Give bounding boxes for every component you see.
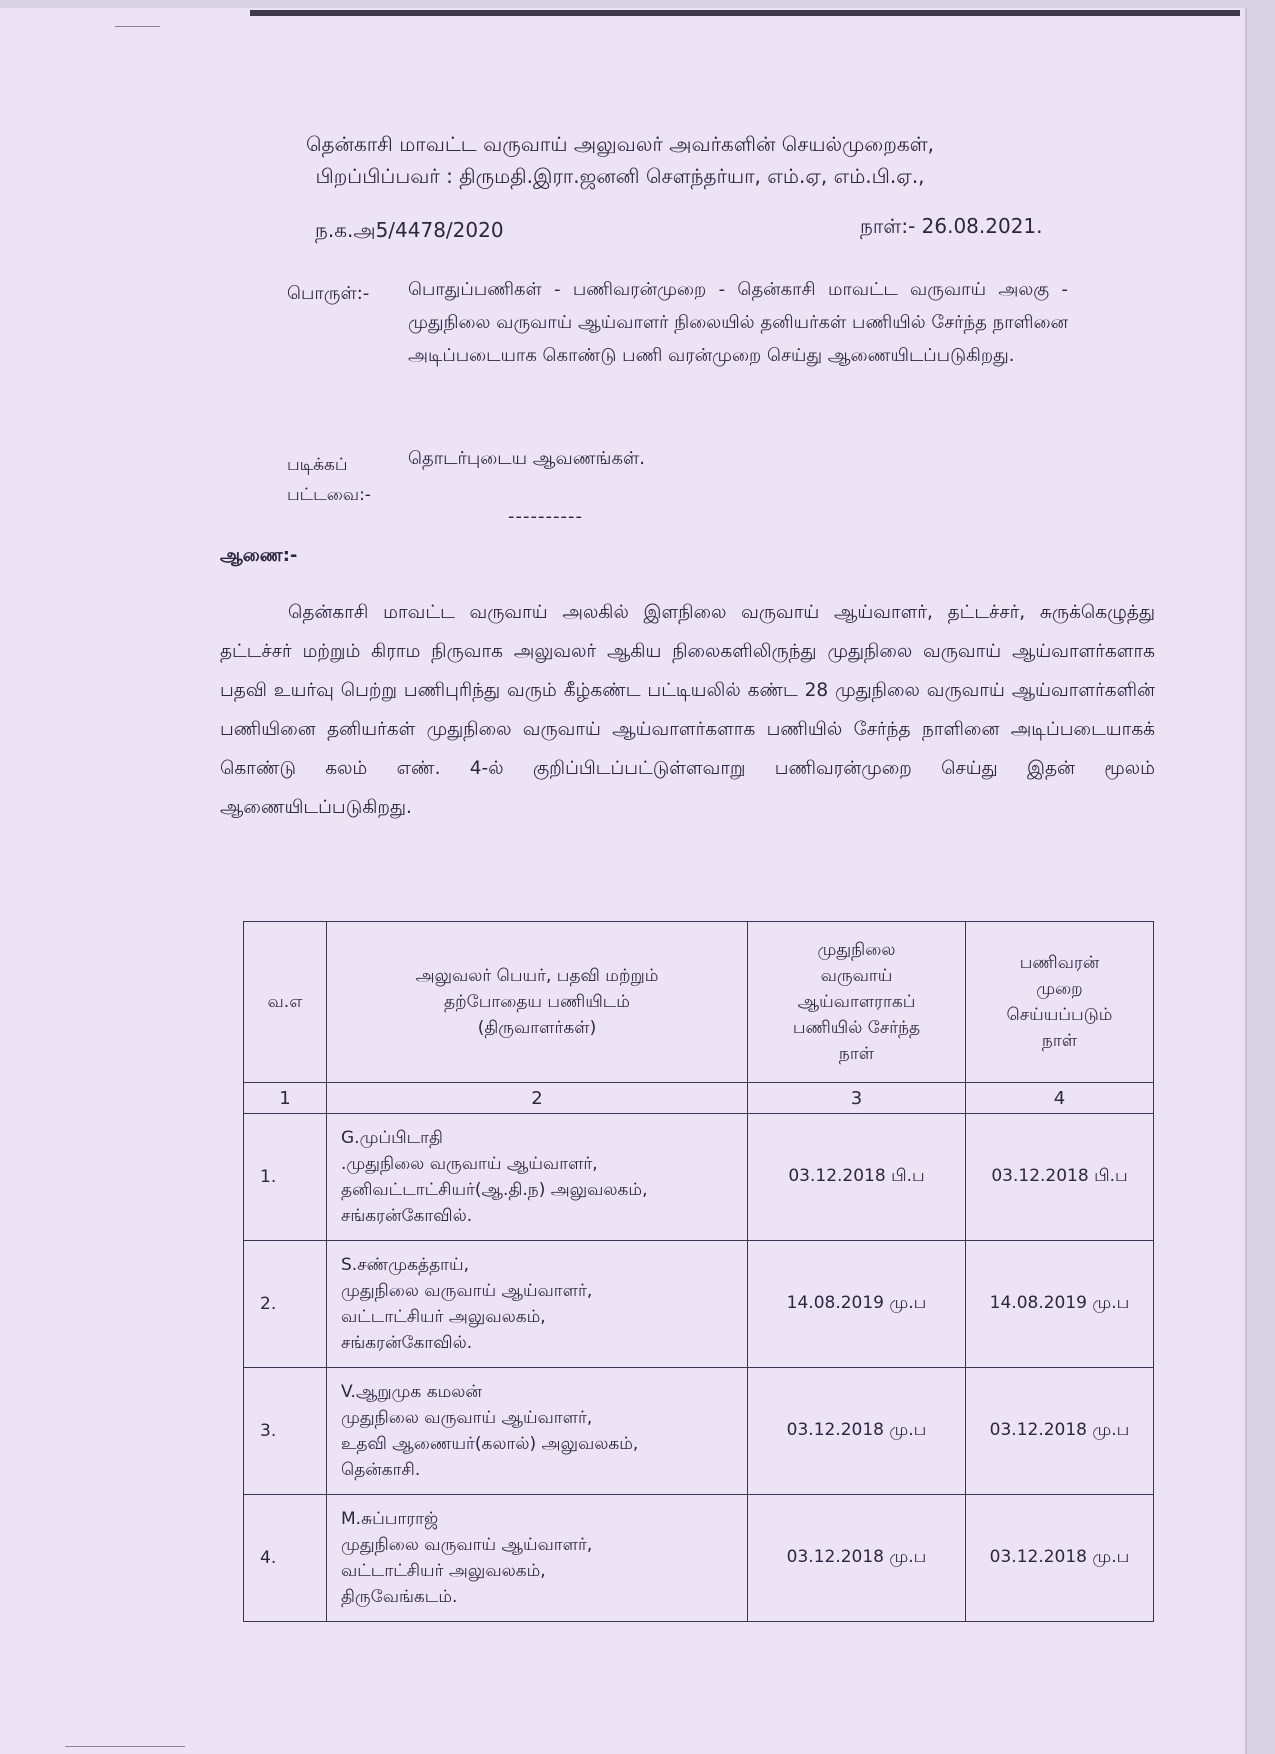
row-joined-date: 03.12.2018 பி.ப bbox=[748, 1114, 966, 1241]
row-serial: 3. bbox=[244, 1368, 327, 1495]
subject-label: பொருள்:- bbox=[287, 283, 370, 304]
header-regularized-line: நாள் bbox=[1041, 1031, 1078, 1051]
header-line-2: பிறப்பிப்பவர் : திருமதி.இரா.ஜனனி சௌந்தர்யா, எம்.ஏ, எம்.பி.ஏ., bbox=[315, 164, 925, 188]
officer-post: .முதுநிலை வருவாய் ஆய்வாளர், bbox=[341, 1154, 598, 1174]
order-paragraph: தென்காசி மாவட்ட வருவாய் அலகில் இளநிலை வருவாய் ஆய்வாளர், தட்டச்சர், சுருக்கெழுத்து தட்டச்சர் மற்றும் கிராம நிருவாக அலுவலர் ஆகிய நிலைகளிலிருந்து முதுநிலை வருவாய் ஆய்வாளர்களாக பதவி உயர்வு பெற்று பணிபுரிந்து வரும் கீழ்கண்ட பட்டியலில் கண்ட 28 முதுநிலை வருவாய் ஆய்வாளர்களின் பணியினை தனியர்கள் முதுநிலை வருவாய் ஆய்வாளர்களாக பணியில் சேர்ந்த நாளினை அடிப்படையாகக் கொண்டு கலம் எண். 4-ல் குறிப்பிடப்பட்டுள்ளவாறு பணிவரன்முறை செய்து இதன் மூலம் ஆணையிடப்படுகிறது. bbox=[220, 602, 1155, 818]
document-date: நாள்:- 26.08.2021. bbox=[860, 214, 1043, 238]
header-joined-date bbox=[748, 922, 966, 1083]
row-officer bbox=[327, 1241, 748, 1368]
row-officer bbox=[327, 1114, 748, 1241]
header-name-post bbox=[327, 922, 748, 1083]
row-regularized-date: 03.12.2018 மு.ப bbox=[966, 1368, 1154, 1495]
officer-post: முதுநிலை வருவாய் ஆய்வாளர், bbox=[341, 1281, 593, 1301]
header-name-line: தற்போதைய பணியிடம் bbox=[444, 992, 630, 1012]
header-regularized-line: பணிவரன் bbox=[1019, 953, 1100, 973]
row-regularized-date: 14.08.2019 மு.ப bbox=[966, 1241, 1154, 1368]
row-serial: 4. bbox=[244, 1495, 327, 1622]
officer-office: உதவி ஆணையர்(கலால்) அலுவலகம், bbox=[341, 1434, 639, 1454]
table-row bbox=[244, 1114, 1154, 1241]
row-serial: 1. bbox=[244, 1114, 327, 1241]
table-row bbox=[244, 1368, 1154, 1495]
column-number: 1 bbox=[244, 1083, 327, 1114]
officer-place: சங்கரன்கோவில். bbox=[341, 1333, 473, 1353]
row-officer bbox=[327, 1368, 748, 1495]
officer-place: தென்காசி. bbox=[341, 1460, 421, 1480]
order-label: ஆணை:- bbox=[220, 545, 298, 566]
page-mark bbox=[115, 26, 160, 27]
header-serial: வ.எ bbox=[244, 922, 327, 1083]
officer-name: G.முப்பிடாதி bbox=[341, 1128, 443, 1148]
header-regularized-line: முறை bbox=[1036, 979, 1083, 999]
officer-name: V.ஆறுமுக கமலன் bbox=[341, 1382, 482, 1402]
header-line-1: தென்காசி மாவட்ட வருவாய் அலுவலர் அவர்களின் செயல்முறைகள், bbox=[305, 132, 935, 156]
page-top-edge bbox=[250, 10, 1240, 16]
table-row bbox=[244, 1241, 1154, 1368]
officer-post: முதுநிலை வருவாய் ஆய்வாளர், bbox=[341, 1535, 593, 1555]
officer-place: சங்கரன்கோவில். bbox=[341, 1206, 473, 1226]
column-number: 4 bbox=[966, 1083, 1154, 1114]
row-joined-date: 03.12.2018 மு.ப bbox=[748, 1368, 966, 1495]
header-regularized-line: செய்யப்படும் bbox=[1006, 1005, 1113, 1025]
header-name-line: அலுவலர் பெயர், பதவி மற்றும் bbox=[415, 966, 659, 986]
officer-post: முதுநிலை வருவாய் ஆய்வாளர், bbox=[341, 1408, 593, 1428]
row-regularized-date: 03.12.2018 மு.ப bbox=[966, 1495, 1154, 1622]
officer-office: தனிவட்டாட்சியர்(ஆ.தி.ந) அலுவலகம், bbox=[341, 1180, 648, 1200]
table-header-row bbox=[244, 922, 1154, 1083]
header-joined-line: வருவாய் bbox=[820, 966, 893, 986]
page-bottom-mark bbox=[65, 1746, 185, 1747]
seniority-table bbox=[243, 921, 1154, 1622]
table-row bbox=[244, 1495, 1154, 1622]
header-joined-line: ஆய்வாளராகப் bbox=[797, 992, 916, 1012]
read-text: தொடர்புடைய ஆவணங்கள். bbox=[408, 448, 645, 469]
officer-office: வட்டாட்சியர் அலுவலகம், bbox=[341, 1561, 546, 1581]
header-joined-line: முதுநிலை bbox=[817, 940, 896, 960]
document-header bbox=[200, 128, 1040, 192]
row-joined-date: 14.08.2019 மு.ப bbox=[748, 1241, 966, 1368]
row-regularized-date: 03.12.2018 பி.ப bbox=[966, 1114, 1154, 1241]
row-joined-date: 03.12.2018 மு.ப bbox=[748, 1495, 966, 1622]
officer-name: S.சண்முகத்தாய், bbox=[341, 1255, 469, 1275]
row-serial: 2. bbox=[244, 1241, 327, 1368]
read-label: படிக்கப் பட்டவை:- bbox=[287, 455, 371, 505]
column-number: 3 bbox=[748, 1083, 966, 1114]
officer-office: வட்டாட்சியர் அலுவலகம், bbox=[341, 1307, 546, 1327]
officer-place: திருவேங்கடம். bbox=[341, 1587, 458, 1607]
header-regularized-date bbox=[966, 922, 1154, 1083]
subject-text: பொதுப்பணிகள் - பணிவரன்முறை - தென்காசி மாவட்ட வருவாய் அலகு - முதுநிலை வருவாய் ஆய்வாளர் நிலையில் தனியர்கள் பணியில் சேர்ந்த நாளினை அடிப்படையாக கொண்டு பணி வரன்முறை செய்து ஆணையிடப்படுகிறது. bbox=[408, 279, 1068, 366]
reference-number: ந.க.அ5/4478/2020 bbox=[315, 218, 504, 242]
column-number-row bbox=[244, 1083, 1154, 1114]
header-name-line: (திருவாளர்கள்) bbox=[477, 1018, 597, 1038]
document-page bbox=[0, 8, 1245, 1754]
header-joined-line: பணியில் சேர்ந்த bbox=[792, 1018, 921, 1038]
column-number: 2 bbox=[327, 1083, 748, 1114]
officer-name: M.சுப்பாராஜ் bbox=[341, 1509, 439, 1529]
section-divider: ---------- bbox=[508, 506, 583, 527]
row-officer bbox=[327, 1495, 748, 1622]
header-joined-line: நாள் bbox=[838, 1044, 875, 1064]
